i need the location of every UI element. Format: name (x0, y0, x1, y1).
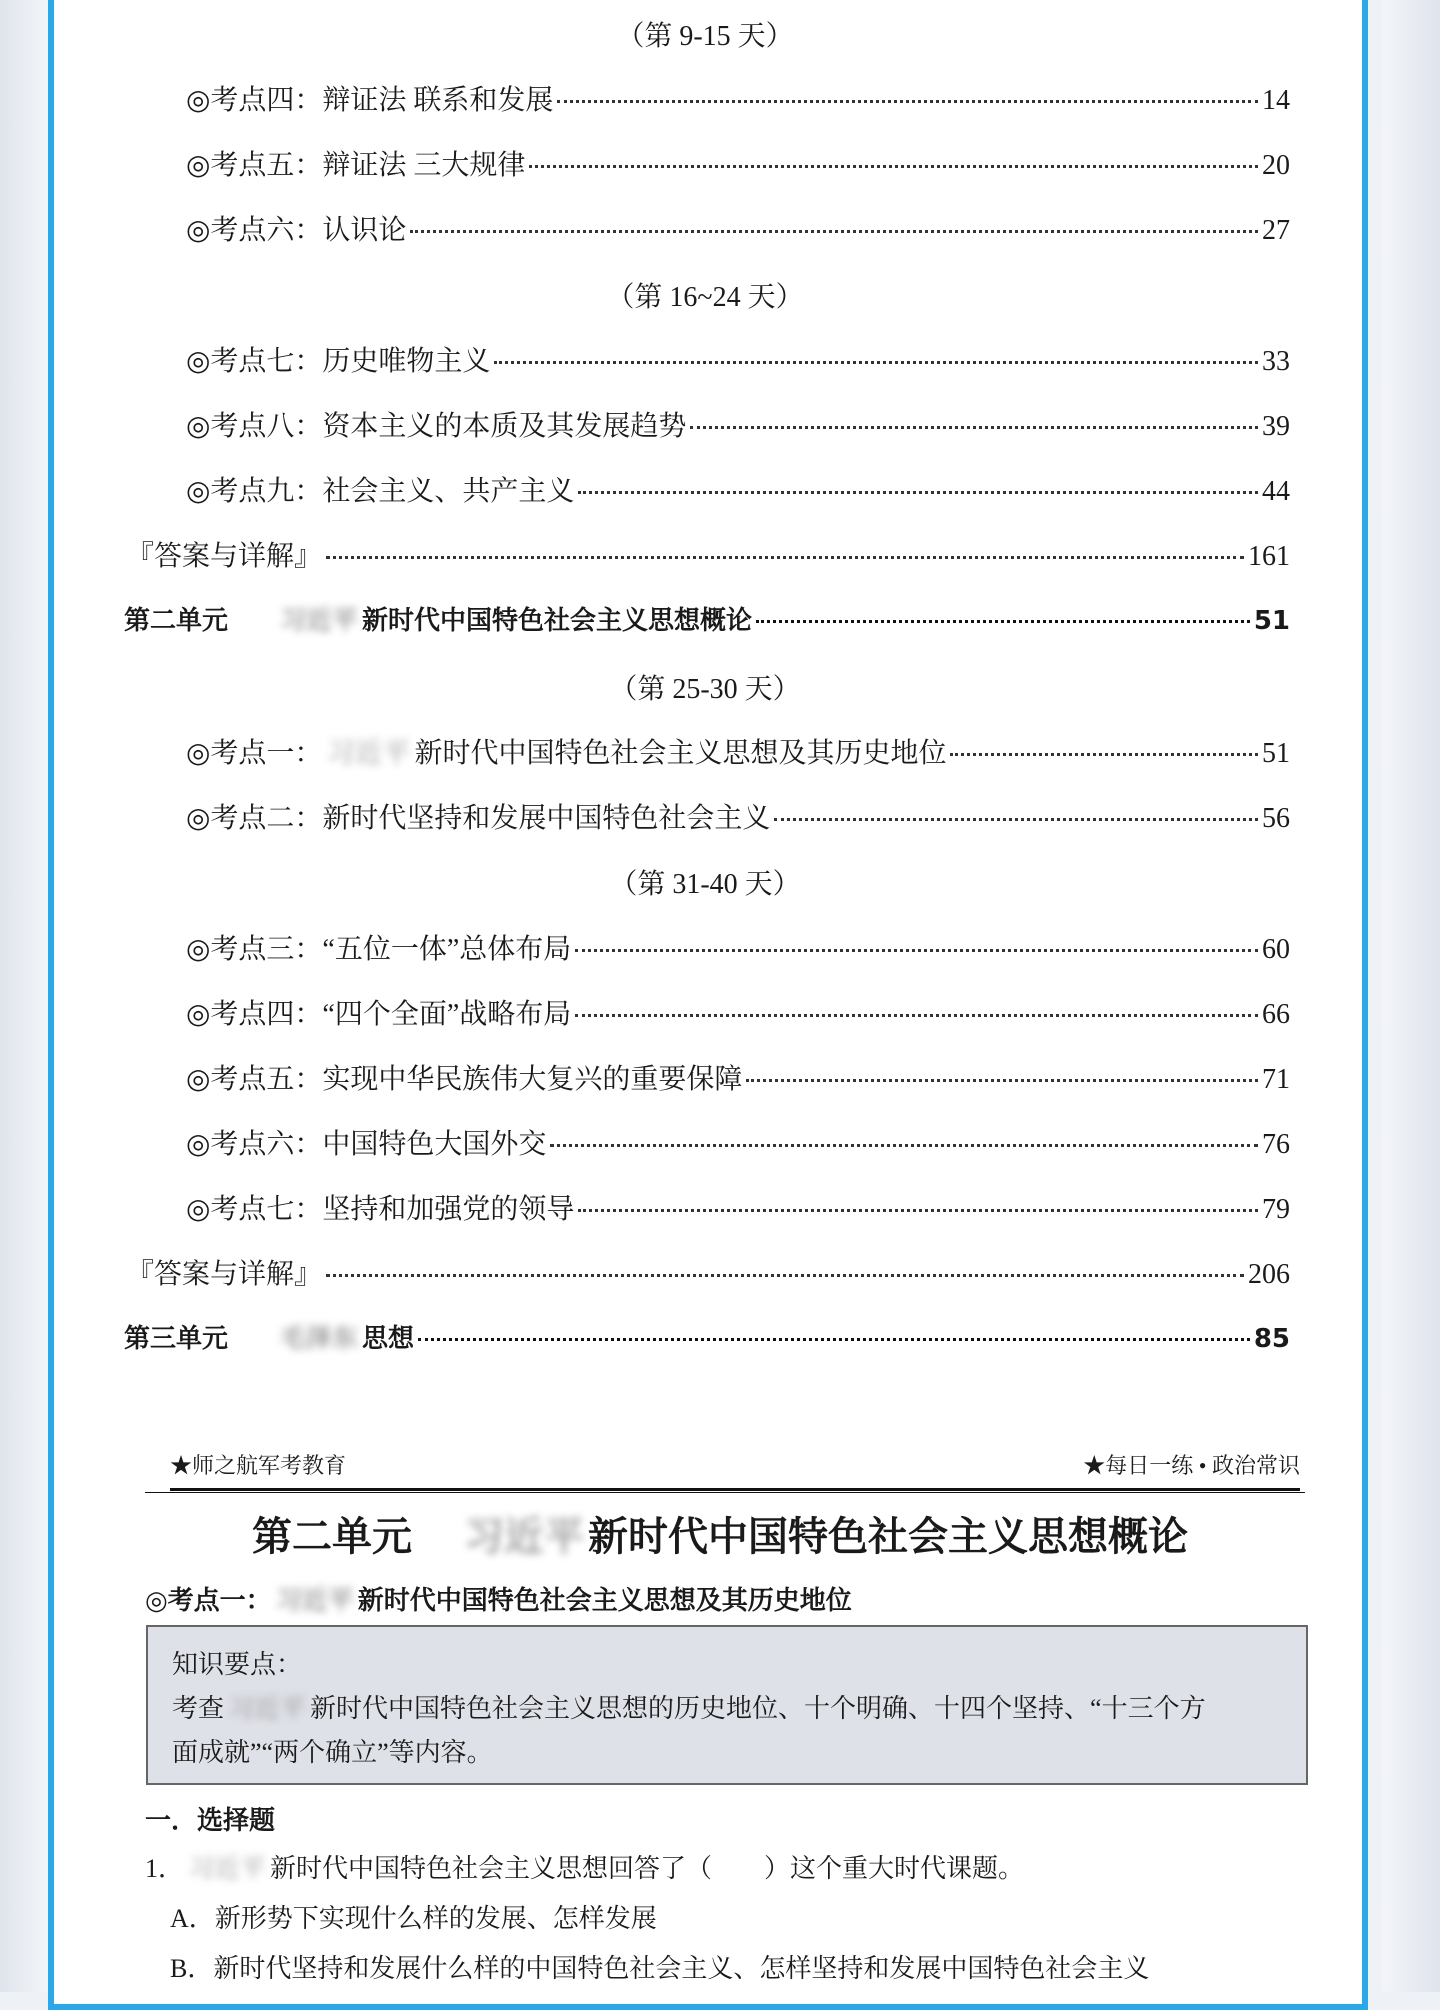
toc-label: ◎考点七：历史唯物主义 (186, 346, 491, 377)
section-heading: （第 9-15 天） (616, 21, 794, 52)
leader-dots (418, 1338, 1250, 1341)
toc-page: 14 (1262, 85, 1290, 116)
toc-page: 20 (1262, 150, 1290, 181)
toc-page: 206 (1248, 1259, 1290, 1290)
chapter-title (0, 1505, 1440, 1562)
toc-page: 51 (1253, 606, 1290, 636)
toc-page: 60 (1262, 934, 1290, 965)
toc-page: 27 (1262, 215, 1290, 246)
toc-row[interactable] (186, 992, 1290, 1032)
knowledge-heading: 知识要点： (172, 1650, 303, 1679)
blurred-name: 习近平 (326, 738, 411, 769)
unit-title: 新时代中国特色社会主义思想概论 (362, 606, 753, 636)
toc-label: ◎考点八：资本主义的本质及其发展趋势 (186, 411, 687, 442)
leader-dots (774, 818, 1258, 821)
page-header (170, 1446, 1300, 1491)
toc-row[interactable] (186, 927, 1290, 967)
question-text: 新时代中国特色社会主义思想回答了（ ）这个重大时代课题。 (270, 1854, 1025, 1883)
toc-label: ◎考点六：认识论 (186, 215, 407, 246)
toc-row[interactable] (186, 731, 1290, 771)
toc-page: 79 (1262, 1194, 1290, 1225)
knowledge-line-2: 面成就”“两个确立”等内容。 (172, 1738, 493, 1767)
section-heading: （第 16~24 天） (606, 282, 804, 313)
header-left: ★师之航军考教育 (170, 1453, 347, 1478)
toc-page: 51 (1262, 738, 1290, 769)
toc-unit-3[interactable] (124, 1318, 1290, 1355)
section-heading: （第 31-40 天） (609, 869, 801, 900)
option-a[interactable]: A．新形势下实现什么样的发展、怎样发展 (170, 1904, 657, 1933)
toc-row[interactable] (186, 78, 1290, 118)
point-prefix: ◎考点一： (145, 1586, 272, 1616)
toc-label: ◎考点九：社会主义、共产主义 (186, 476, 575, 507)
blurred-name: 习近平 (228, 1694, 307, 1723)
option-b[interactable]: B．新时代坚持和发展什么样的中国特色社会主义、怎样坚持和发展中国特色社会主义 (170, 1954, 1150, 1983)
leader-dots (575, 949, 1258, 952)
toc-page: 33 (1262, 346, 1290, 377)
point-title-text: 新时代中国特色社会主义思想及其历史地位 (357, 1586, 852, 1616)
blurred-name: 毛泽东 (280, 1324, 359, 1354)
question-number: 1． (145, 1854, 185, 1883)
unit-title: 思想 (362, 1324, 415, 1354)
knowledge-text: 新时代中国特色社会主义思想的历史地位、十个明确、十四个坚持、“十三个方 (310, 1694, 1206, 1723)
toc-page: 44 (1262, 476, 1290, 507)
toc-page: 56 (1262, 803, 1290, 834)
toc-page: 71 (1262, 1064, 1290, 1095)
unit-prefix: 第三单元 (124, 1324, 229, 1354)
toc-label: ◎考点三：“五位一体”总体布局 (186, 934, 572, 965)
header-rule (145, 1492, 1305, 1493)
leader-dots (756, 620, 1250, 623)
toc-row-answers[interactable] (126, 1252, 1290, 1292)
toc-row-answers[interactable] (126, 534, 1290, 574)
leader-dots (326, 556, 1244, 559)
knowledge-prefix: 考查 (172, 1694, 225, 1723)
question-1 (145, 1848, 1024, 1885)
toc-label: ◎考点四：“四个全面”战略布局 (186, 999, 572, 1030)
blurred-name: 习近平 (280, 606, 359, 636)
point-prefix: ◎考点一： (186, 738, 323, 769)
toc-row[interactable] (186, 796, 1290, 836)
toc-label: ◎考点五：辩证法 三大规律 (186, 150, 526, 181)
leader-dots (529, 165, 1258, 168)
question-section-heading: 一．选择题 (145, 1806, 276, 1836)
point-heading (145, 1580, 852, 1617)
toc-label: ◎考点二：新时代坚持和发展中国特色社会主义 (186, 803, 771, 834)
section-heading: （第 25-30 天） (609, 674, 801, 705)
knowledge-box (146, 1625, 1308, 1785)
leader-dots (950, 753, 1258, 756)
toc-label: ◎考点四：辩证法 联系和发展 (186, 85, 554, 116)
unit-label (124, 600, 752, 637)
leader-dots (578, 491, 1258, 494)
chapter-prefix: 第二单元 (252, 1514, 412, 1560)
toc-row[interactable] (186, 404, 1290, 444)
unit-prefix: 第二单元 (124, 606, 229, 636)
toc-label: 『答案与详解』 (126, 1259, 323, 1290)
toc-row[interactable] (186, 208, 1290, 248)
leader-dots (494, 361, 1258, 364)
toc-row[interactable] (186, 469, 1290, 509)
blurred-name: 习近平 (275, 1586, 354, 1616)
toc-row[interactable] (186, 1122, 1290, 1162)
header-right: ★每日一练 • 政治常识 (1083, 1453, 1300, 1478)
toc-page: 39 (1262, 411, 1290, 442)
toc-row[interactable] (186, 339, 1290, 379)
leader-dots (578, 1209, 1258, 1212)
leader-dots (550, 1144, 1258, 1147)
toc-page: 161 (1248, 541, 1290, 572)
leader-dots (410, 230, 1258, 233)
blurred-name: 习近平 (464, 1514, 584, 1560)
toc-page: 66 (1262, 999, 1290, 1030)
toc-label: ◎考点六：中国特色大国外交 (186, 1129, 547, 1160)
knowledge-line-1 (172, 1687, 1282, 1731)
leader-dots (326, 1274, 1244, 1277)
chapter-title-text: 新时代中国特色社会主义思想概论 (588, 1514, 1188, 1560)
blurred-name: 习近平 (188, 1854, 267, 1883)
leader-dots (575, 1014, 1258, 1017)
toc-unit-2[interactable] (124, 600, 1290, 637)
leader-dots (746, 1079, 1258, 1082)
toc-row[interactable] (186, 1187, 1290, 1227)
point-title-text: 新时代中国特色社会主义思想及其历史地位 (414, 738, 947, 769)
toc-label: ◎考点五：实现中华民族伟大复兴的重要保障 (186, 1064, 743, 1095)
unit-label (124, 1318, 414, 1355)
toc-page: 76 (1262, 1129, 1290, 1160)
leader-dots (690, 426, 1258, 429)
leader-dots (557, 100, 1258, 103)
toc-label: ◎考点七：坚持和加强党的领导 (186, 1194, 575, 1225)
toc-label: 『答案与详解』 (126, 541, 323, 572)
toc-row[interactable] (186, 143, 1290, 183)
toc-row[interactable] (186, 1057, 1290, 1097)
toc-label (186, 731, 946, 771)
toc-page: 85 (1253, 1324, 1290, 1354)
